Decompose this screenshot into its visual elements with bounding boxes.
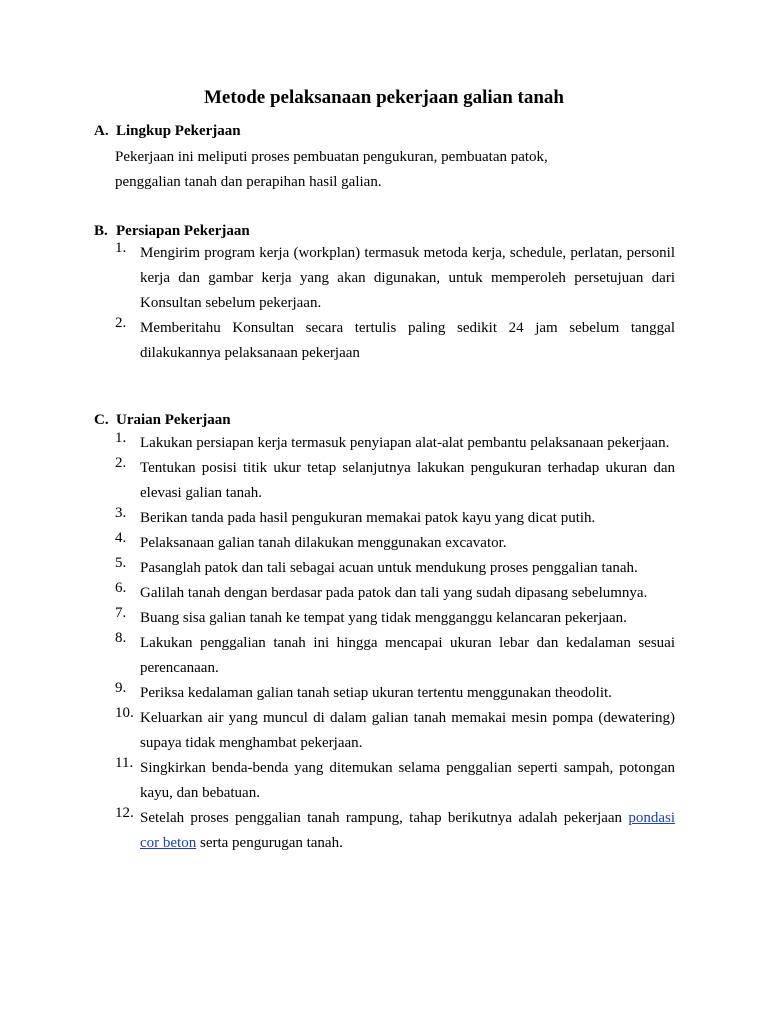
list-item xyxy=(115,316,675,366)
list-item-text-before: Setelah proses penggalian tanah rampung, tahap berikutnya adalah pekerjaan xyxy=(140,810,629,826)
list-item-text-after: serta pengurugan tanah. xyxy=(196,835,343,851)
list-item-number: 1. xyxy=(115,430,127,446)
section-c-title: Uraian Pekerjaan xyxy=(116,412,231,428)
list-item xyxy=(115,431,675,456)
list-item xyxy=(115,756,675,806)
section-a-letter: A. xyxy=(94,123,109,139)
list-item xyxy=(115,631,675,681)
list-item-text: Pelaksanaan galian tanah dilakukan menggunakan excavator. xyxy=(140,535,507,551)
list-item-number: 6. xyxy=(115,580,127,596)
list-item-number: 11. xyxy=(115,755,134,771)
list-item-text: Tentukan posisi titik ukur tetap selanjutnya lakukan pengukuran terhadap ukuran dan elevasi galian tanah. xyxy=(140,460,675,501)
section-b-heading xyxy=(94,224,250,239)
list-item-text: Galilah tanah dengan berdasar pada patok dan tali yang sudah dipasang sebelumnya. xyxy=(140,585,648,601)
page-title: Metode pelaksanaan pekerjaan galian tanah xyxy=(204,87,564,108)
list-item-number: 9. xyxy=(115,680,127,696)
list-item xyxy=(115,581,675,606)
list-item xyxy=(115,456,675,506)
list-item-number: 3. xyxy=(115,505,127,521)
list-item-text: Singkirkan benda-benda yang ditemukan selama penggalian seperti sampah, potongan kayu, dan bebatuan. xyxy=(140,760,675,801)
list-item xyxy=(115,506,675,531)
section-a-line-2: penggalian tanah dan perapihan hasil galian. xyxy=(115,174,382,190)
list-item xyxy=(115,556,675,581)
list-item-number: 1. xyxy=(115,240,127,256)
list-item-number: 4. xyxy=(115,530,127,546)
section-c-list xyxy=(115,431,675,856)
list-item-number: 10. xyxy=(115,705,134,721)
section-c-letter: C. xyxy=(94,412,109,428)
section-a-title: Lingkup Pekerjaan xyxy=(116,123,241,139)
list-item-text: Lakukan penggalian tanah ini hingga mencapai ukuran lebar dan kedalaman sesuai perencanaan. xyxy=(140,635,675,676)
list-item-number: 2. xyxy=(115,315,127,331)
list-item-text: Periksa kedalaman galian tanah setiap ukuran tertentu menggunakan theodolit. xyxy=(140,685,612,701)
list-item xyxy=(115,681,675,706)
list-item-text: Memberitahu Konsultan secara tertulis paling sedikit 24 jam sebelum tanggal dilakukannya pelaksanaan pekerjaan xyxy=(140,320,675,361)
list-item xyxy=(115,606,675,631)
list-item-number: 7. xyxy=(115,605,127,621)
list-item-number: 12. xyxy=(115,805,134,821)
list-item-text xyxy=(140,806,675,856)
list-item-text: Keluarkan air yang muncul di dalam galian tanah memakai mesin pompa (dewatering) supaya tidak menghambat pekerjaan. xyxy=(140,710,675,751)
list-item xyxy=(115,531,675,556)
pondasi-cor-beton-link[interactable]: pondasi cor beton xyxy=(140,810,675,851)
list-item-text: Lakukan persiapan kerja termasuk penyiapan alat-alat pembantu pelaksanaan pekerjaan. xyxy=(140,435,670,451)
list-item xyxy=(115,806,675,856)
section-a-heading xyxy=(94,124,241,139)
list-item-number: 8. xyxy=(115,630,127,646)
list-item xyxy=(115,706,675,756)
list-item-text: Buang sisa galian tanah ke tempat yang tidak mengganggu kelancaran pekerjaan. xyxy=(140,610,627,626)
section-b-list xyxy=(115,241,675,366)
list-item-text: Pasanglah patok dan tali sebagai acuan untuk mendukung proses penggalian tanah. xyxy=(140,560,638,576)
section-a-line-1: Pekerjaan ini meliputi proses pembuatan pengukuran, pembuatan patok, xyxy=(115,149,548,165)
list-item-text: Berikan tanda pada hasil pengukuran memakai patok kayu yang dicat putih. xyxy=(140,510,596,526)
section-b-title: Persiapan Pekerjaan xyxy=(116,223,250,239)
list-item-number: 2. xyxy=(115,455,127,471)
section-b-letter: B. xyxy=(94,223,108,239)
list-item-number: 5. xyxy=(115,555,127,571)
section-c-heading xyxy=(94,413,231,428)
list-item-text: Mengirim program kerja (workplan) termasuk metoda kerja, schedule, perlatan, personil kerja dan gambar kerja yang akan digunakan, untuk memperoleh persetujuan dari Konsultan sebelum pekerjaan. xyxy=(140,245,675,311)
list-item xyxy=(115,241,675,316)
